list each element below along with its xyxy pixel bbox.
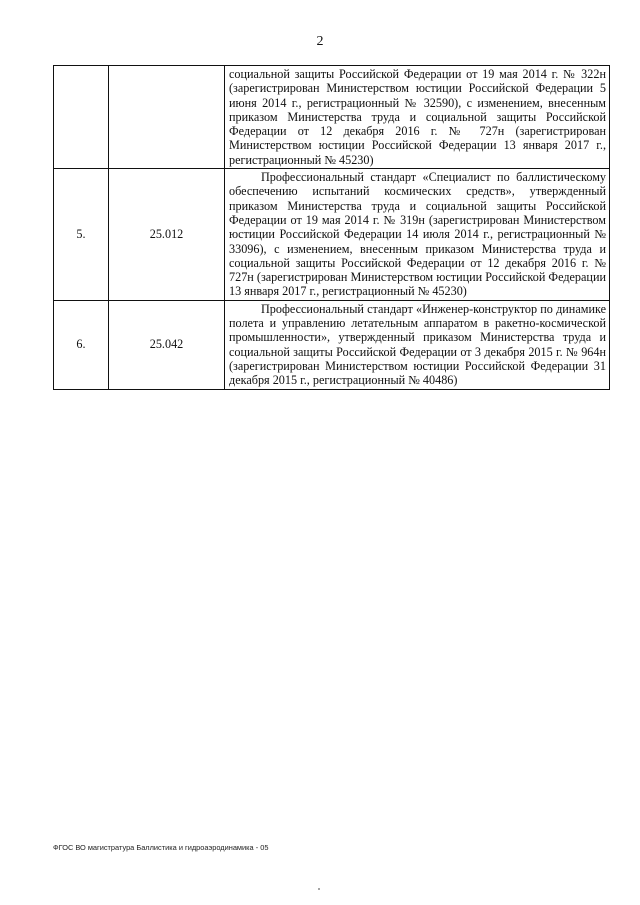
scan-speck (318, 888, 320, 890)
standard-code: 25.012 (109, 169, 225, 301)
standard-description (225, 300, 610, 389)
row-number: 5. (54, 169, 109, 301)
page-number: 2 (316, 34, 324, 49)
row-number: 6. (54, 300, 109, 389)
standard-code (109, 66, 225, 169)
table-row (54, 66, 610, 169)
standards-table (53, 65, 610, 390)
table-row (54, 300, 610, 389)
standard-description (225, 169, 610, 301)
document-footer: ФГОС ВО магистратура Баллистика и гидроаэродинамика - 05 (53, 843, 269, 852)
row-number (54, 66, 109, 169)
standard-description-text: Профессиональный стандарт «Инженер-конструктор по динамике полета и управлению летательным аппаратом в ракетно-космической промышленности», утвержденный приказом Министерства труда и социальной защиты Российской Федерации от 3 декабря 2015 г. № 964н (зарегистрирован Министерством юстиции Российской Федерации 31 декабря 2015 г., регистрационный № 40486) (229, 301, 606, 388)
standard-description-text: Профессиональный стандарт «Специалист по баллистическому обеспечению испытаний космических средств», утвержденный приказом Министерства труда и социальной защиты Российской Федерации от 19 мая 2014 г. № 319н (зарегистрирован Министерством юстиции Российской Федерации 14 июля 2014 г., регистрационный № 33096), с изменением, внесенным приказом Министерства труда и социальной защиты Российской Федерации от 12 декабря 2016 г. № 727н (зарегистрирован Министерством юстиции Российской Федерации 13 января 2017 г., регистрационный № 45230) (229, 170, 606, 299)
standard-description (225, 66, 610, 169)
table-row (54, 169, 610, 301)
standard-code: 25.042 (109, 300, 225, 389)
standard-description-text: социальной защиты Российской Федерации от 19 мая 2014 г. № 322н (зарегистрирован Министерством юстиции Российской Федерации 5 июня 2014 г., регистрационный № 32590), с изменением, внесенным приказом Министерства труда и социальной защиты Российской Федерации от 12 декабря 2016 г. № 727н (зарегистрирован Министерством юстиции Российской Федерации 13 января 2017 г., регистрационный № 45230) (229, 67, 606, 167)
